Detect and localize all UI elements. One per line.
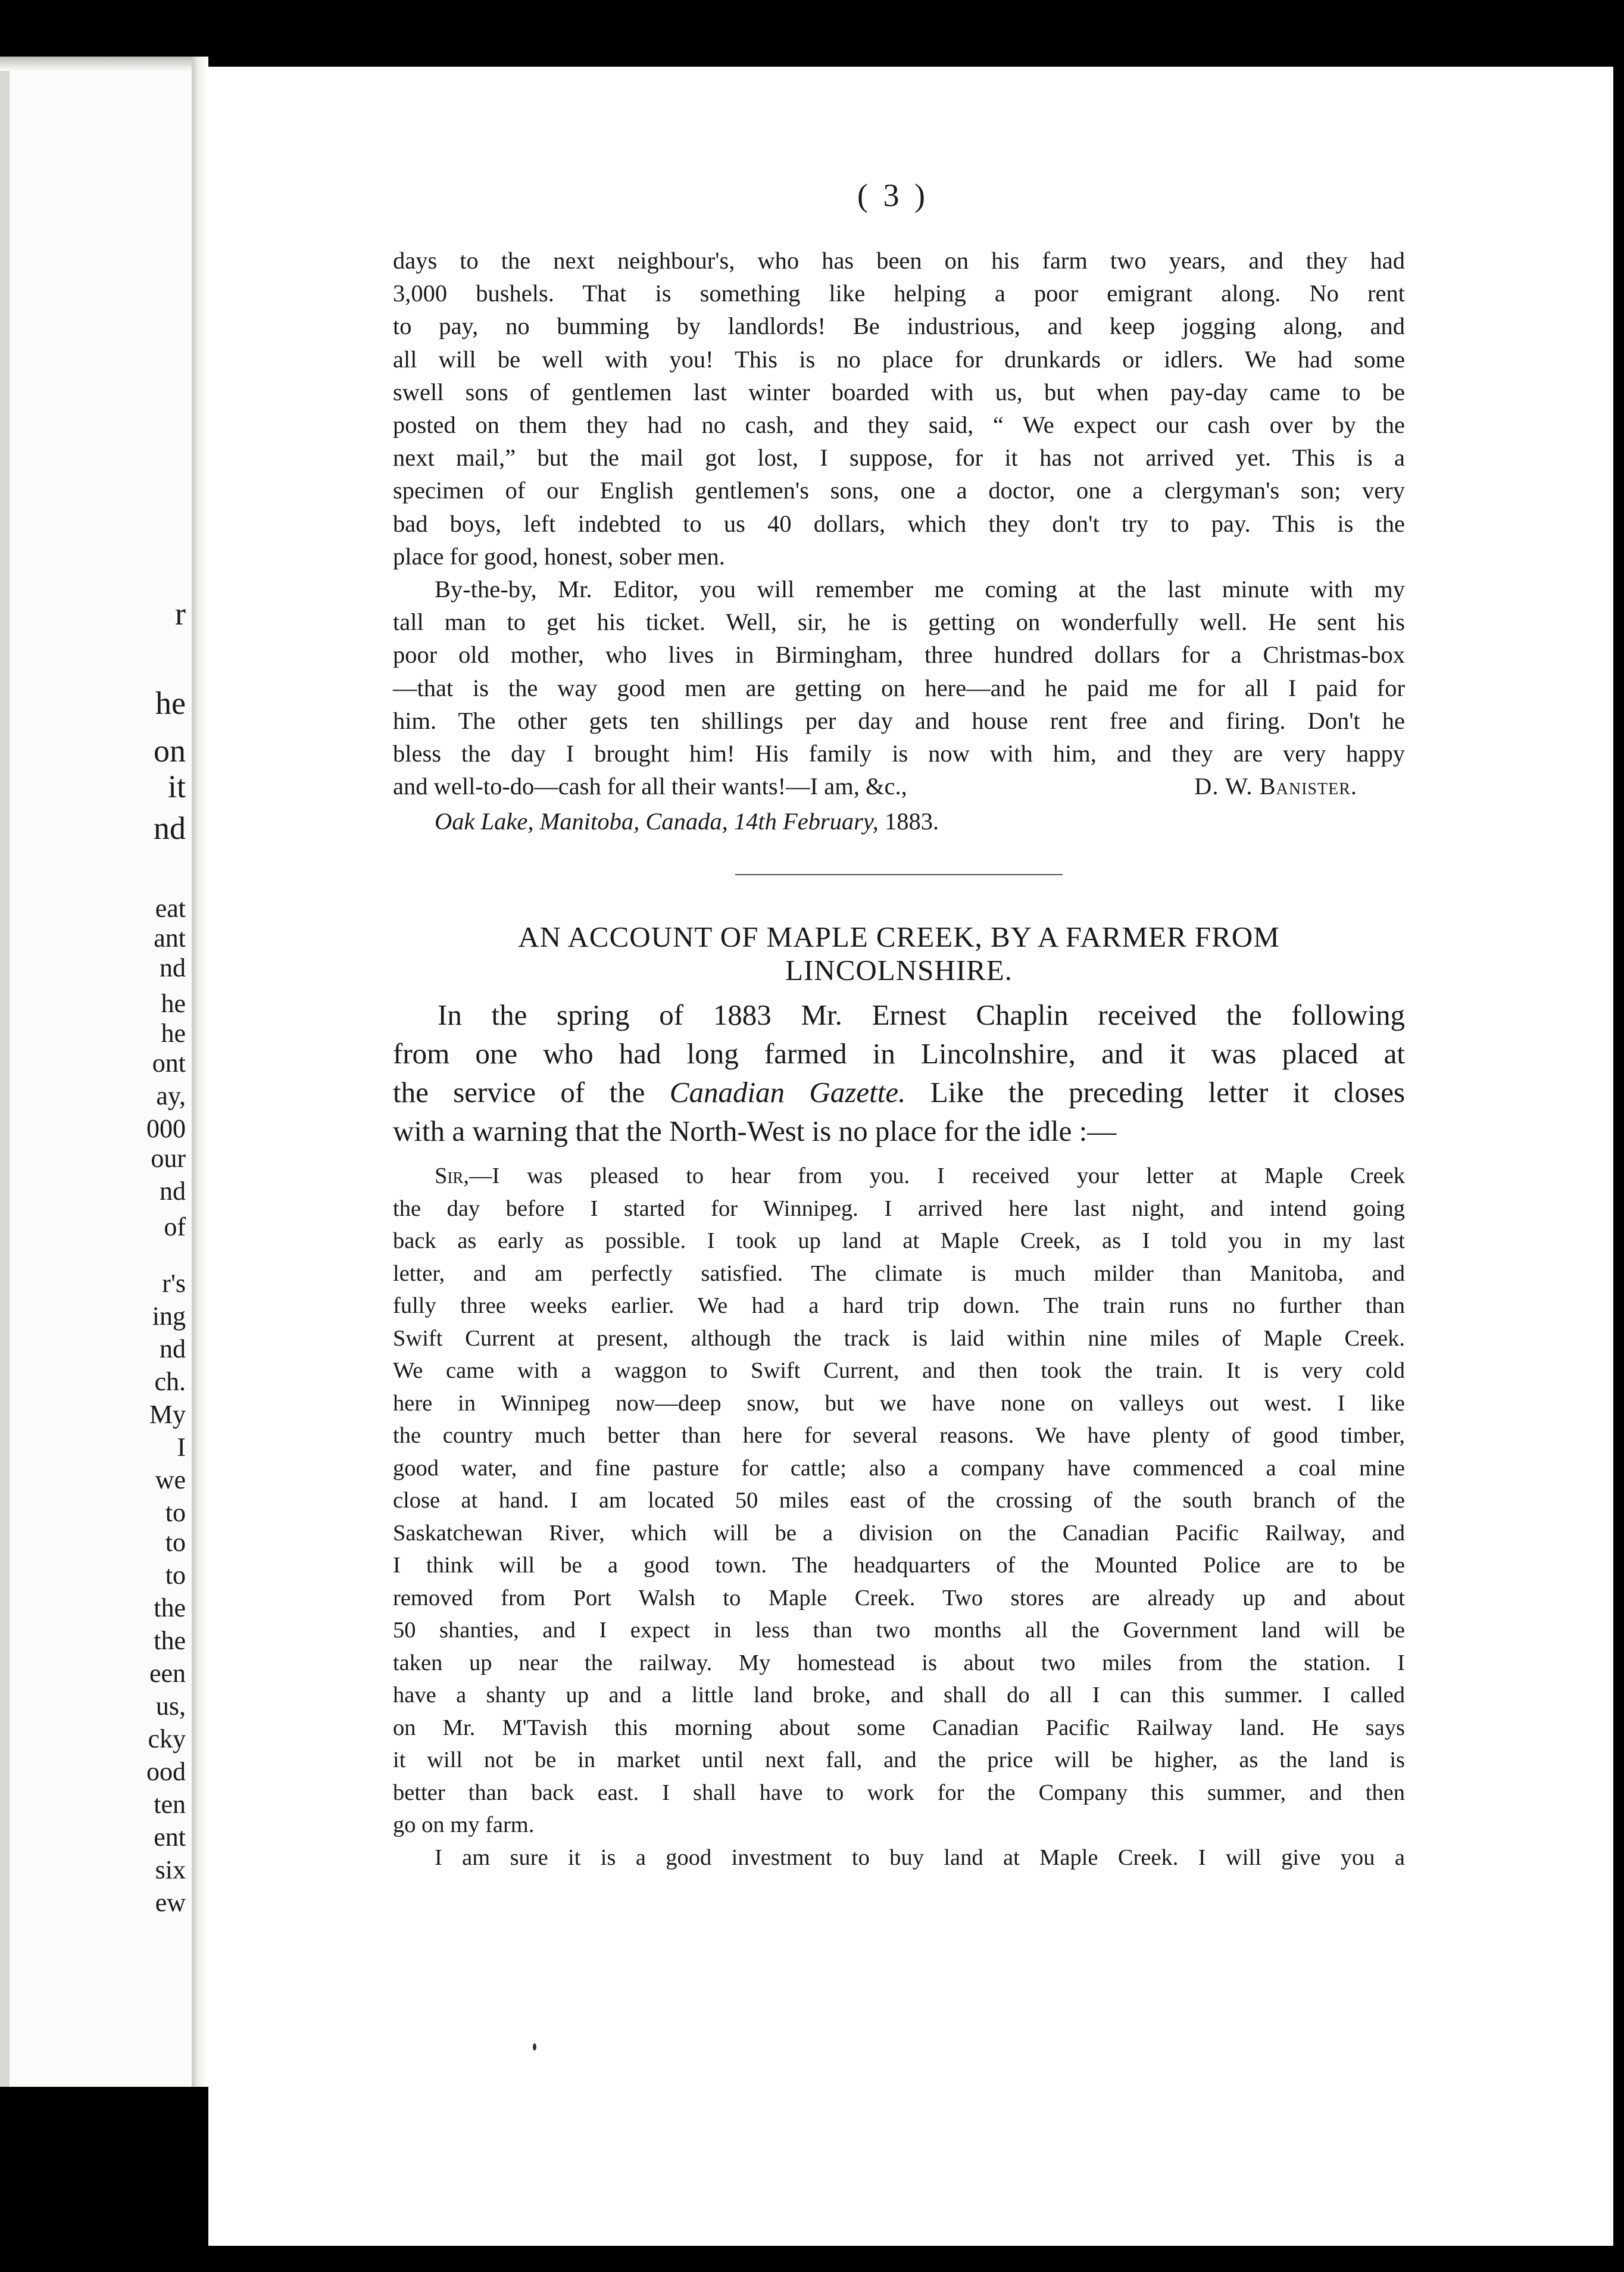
left-page-fragment: the bbox=[154, 1593, 186, 1622]
left-page-fragment: 000 bbox=[146, 1114, 186, 1143]
letter-one-body bbox=[393, 244, 1405, 770]
letter-one-line: By-the-by, Mr. Editor, you will remember me coming at the last minute with my bbox=[435, 576, 1405, 603]
intro-line-3-post: Like the preceding letter it closes bbox=[930, 1076, 1406, 1109]
left-page-shadow bbox=[0, 57, 192, 71]
letter-two-line: 50 shanties, and I expect in less than two months all the Government land will be bbox=[393, 1618, 1405, 1643]
letter-one-line: posted on them they had no cash, and they said, “ We expect our cash over by the bbox=[393, 411, 1405, 439]
book-gutter bbox=[192, 57, 208, 2087]
page-content bbox=[393, 244, 1405, 1874]
left-page-fragment: r's bbox=[162, 1269, 186, 1298]
dateline-place: Oak Lake, Manitoba, Canada, 14th February, bbox=[435, 808, 879, 835]
left-page-fragment: it bbox=[167, 769, 186, 804]
letter-two-line: here in Winnipeg now—deep snow, but we have none on valleys out west. I like bbox=[393, 1390, 1405, 1416]
left-page-fragment: of bbox=[164, 1212, 186, 1241]
left-page-fragment: r bbox=[175, 596, 186, 632]
letter-one-line: days to the next neighbour's, who has been on his farm two years, and they had bbox=[393, 247, 1405, 274]
letter-one-line: all will be well with you! This is no place for drunkards or idlers. We had some bbox=[393, 345, 1405, 373]
letter-two-line: it will not be in market until next fall, and the price will be higher, as the land is bbox=[393, 1747, 1405, 1773]
letter-one-closing-line bbox=[393, 770, 1405, 803]
letter-one-dateline bbox=[393, 803, 1405, 841]
letter-two-line: back as early as possible. I took up land at Maple Creek, as I told you in my last bbox=[393, 1228, 1405, 1254]
left-page-fragment: we bbox=[155, 1465, 186, 1494]
letter-two-last-line: go on my farm. bbox=[393, 1812, 535, 1838]
left-page-fragment: eat bbox=[155, 894, 186, 923]
letter-two-line: letter, and am perfectly satisfied. The climate is much milder than Manitoba, and bbox=[393, 1260, 1405, 1286]
article-heading bbox=[393, 920, 1405, 987]
left-page-fragment: he bbox=[161, 1019, 186, 1048]
article-heading-line-2: LINCOLNSHIRE. bbox=[785, 954, 1013, 987]
letter-two-line: I think will be a good town. The headquarters of the Mounted Police are to be bbox=[393, 1553, 1405, 1578]
letter-two-salutation: Sir, bbox=[435, 1163, 470, 1189]
letter-two-line: We came with a waggon to Swift Current, and then took the train. It is very cold bbox=[393, 1358, 1405, 1384]
letter-two-line: on Mr. M'Tavish this morning about some Canadian Pacific Railway land. He says bbox=[393, 1715, 1405, 1740]
left-page-fragment: on bbox=[154, 733, 186, 769]
left-page-fragment: six bbox=[155, 1855, 186, 1884]
letter-one-line: next mail,” but the mail got lost, I suppose, for it has not arrived yet. This is a bbox=[393, 444, 1405, 472]
letter-one-line: bless the day I brought him! His family is now with him, and they are very happy bbox=[393, 740, 1405, 767]
page-number: ( 3 ) bbox=[857, 177, 929, 213]
letter-two-line: taken up near the railway. My homestead is about two miles from the station. I bbox=[393, 1650, 1405, 1675]
left-page-fragment: us, bbox=[155, 1691, 186, 1721]
left-page-fragment: to bbox=[165, 1498, 186, 1527]
intro-line-2: from one who had long farmed in Lincolnshire, and it was placed at bbox=[393, 1037, 1405, 1071]
letter-one-line: poor old mother, who lives in Birmingham, three hundred dollars for a Christmas-box bbox=[393, 641, 1405, 669]
dateline-year: 1883. bbox=[884, 808, 939, 835]
intro-line-3 bbox=[393, 1073, 1405, 1112]
intro-line-4: with a warning that the North-West is no place for the idle :— bbox=[393, 1115, 1117, 1148]
left-page-fragment: ing bbox=[152, 1302, 186, 1331]
letter-two-line: better than back east. I shall have to work for the Company this summer, and then bbox=[393, 1780, 1405, 1805]
letter-two-first-line-rest: —I was pleased to hear from you. I received your letter at Maple Creek bbox=[469, 1163, 1405, 1189]
left-page-fragment: our bbox=[151, 1144, 186, 1173]
left-page-edge bbox=[0, 57, 10, 2087]
left-page-fragment: he bbox=[155, 685, 186, 721]
left-page-fragment: I bbox=[177, 1433, 186, 1462]
letter-one-signature: D. W. Banister. bbox=[1194, 773, 1357, 800]
left-page-fragment: ant bbox=[154, 923, 186, 953]
left-page-fragment: cky bbox=[148, 1724, 186, 1753]
intro-line-1: In the spring of 1883 Mr. Ernest Chaplin received the following bbox=[438, 998, 1405, 1032]
letter-one-line: to pay, no bumming by landlords! Be industrious, and keep jogging along, and bbox=[393, 313, 1405, 340]
left-page-fragment: ay, bbox=[156, 1081, 186, 1110]
left-page-fragment: to bbox=[165, 1561, 186, 1590]
section-divider bbox=[735, 874, 1063, 875]
left-page-fragment: to bbox=[165, 1528, 186, 1557]
letter-two-line: close at hand. I am located 50 miles east of the crossing of the south branch of the bbox=[393, 1488, 1405, 1513]
left-page-fragment: ood bbox=[146, 1757, 186, 1786]
left-page-fragment: nd bbox=[160, 1334, 186, 1363]
letter-two-line: Saskatchewan River, which will be a division on the Canadian Pacific Railway, and bbox=[393, 1520, 1405, 1546]
letter-one-line: place for good, honest, sober men. bbox=[393, 542, 725, 570]
left-page-fragment: nd bbox=[154, 810, 186, 846]
letter-one-line: —that is the way good men are getting on here—and he paid me for all I paid for bbox=[393, 674, 1405, 701]
letter-two-line: have a shanty up and a little land broke, and shall do all I can this summer. I called bbox=[393, 1683, 1405, 1708]
article-intro bbox=[393, 995, 1405, 1150]
main-page bbox=[208, 67, 1613, 2246]
left-page-fragment: My bbox=[149, 1400, 186, 1429]
paper-speck bbox=[533, 2043, 536, 2051]
left-page-fragment: nd bbox=[160, 1176, 186, 1206]
letter-two-line: the day before I started for Winnipeg. I arrived here last night, and intend going bbox=[393, 1196, 1405, 1221]
letter-two-final-paragraph-line: I am sure it is a good investment to buy land at Maple Creek. I will give you a bbox=[435, 1845, 1405, 1870]
letter-two-line: fully three weeks earlier. We had a hard trip down. The train runs no further than bbox=[393, 1293, 1405, 1319]
left-facing-page bbox=[0, 57, 192, 2087]
left-page-fragment: een bbox=[149, 1659, 186, 1688]
letter-one-line: 3,000 bushels. That is something like helping a poor emigrant along. No rent bbox=[393, 280, 1405, 307]
letter-two-line: good water, and fine pasture for cattle; also a company have commenced a coal mine bbox=[393, 1455, 1405, 1481]
letter-two-first-line bbox=[393, 1160, 1405, 1193]
canadian-gazette-title: Canadian Gazette. bbox=[669, 1076, 906, 1109]
left-page-fragment: nd bbox=[160, 953, 186, 982]
letter-one-line: him. The other gets ten shillings per day and house rent free and firing. Don't he bbox=[393, 707, 1405, 734]
article-heading-line-1: AN ACCOUNT OF MAPLE CREEK, BY A FARMER FROM bbox=[518, 920, 1280, 954]
intro-line-3-pre: the service of the bbox=[393, 1076, 645, 1109]
left-page-fragment: ent bbox=[154, 1822, 186, 1852]
left-page-fragment: the bbox=[154, 1626, 186, 1655]
left-page-fragment: ont bbox=[152, 1048, 186, 1078]
letter-one-line: specimen of our English gentlemen's sons, one a doctor, one a clergyman's son; very bbox=[393, 477, 1405, 504]
left-page-fragment: he bbox=[161, 989, 186, 1018]
left-page-fragment: ch. bbox=[154, 1367, 186, 1396]
left-page-fragment: ten bbox=[154, 1790, 186, 1819]
letter-two-line: the country much better than here for several reasons. We have plenty of good timber, bbox=[393, 1423, 1405, 1449]
left-page-fragment: ew bbox=[155, 1888, 186, 1917]
letter-two-line: removed from Port Walsh to Maple Creek. Two stores are already up and about bbox=[393, 1585, 1405, 1611]
letter-one-line: bad boys, left indebted to us 40 dollars, which they don't try to pay. This is the bbox=[393, 510, 1405, 537]
letter-one-closing: and well-to-do—cash for all their wants!—I am, &c., bbox=[393, 773, 907, 800]
letter-one-line: swell sons of gentlemen last winter boarded with us, but when pay-day came to be bbox=[393, 378, 1405, 405]
letter-two-line: Swift Current at present, although the track is laid within nine miles of Maple Creek. bbox=[393, 1325, 1405, 1351]
letter-one-line: tall man to get his ticket. Well, sir, he is getting on wonderfully well. He sent his bbox=[393, 608, 1405, 636]
letter-two-body bbox=[393, 1160, 1405, 1874]
